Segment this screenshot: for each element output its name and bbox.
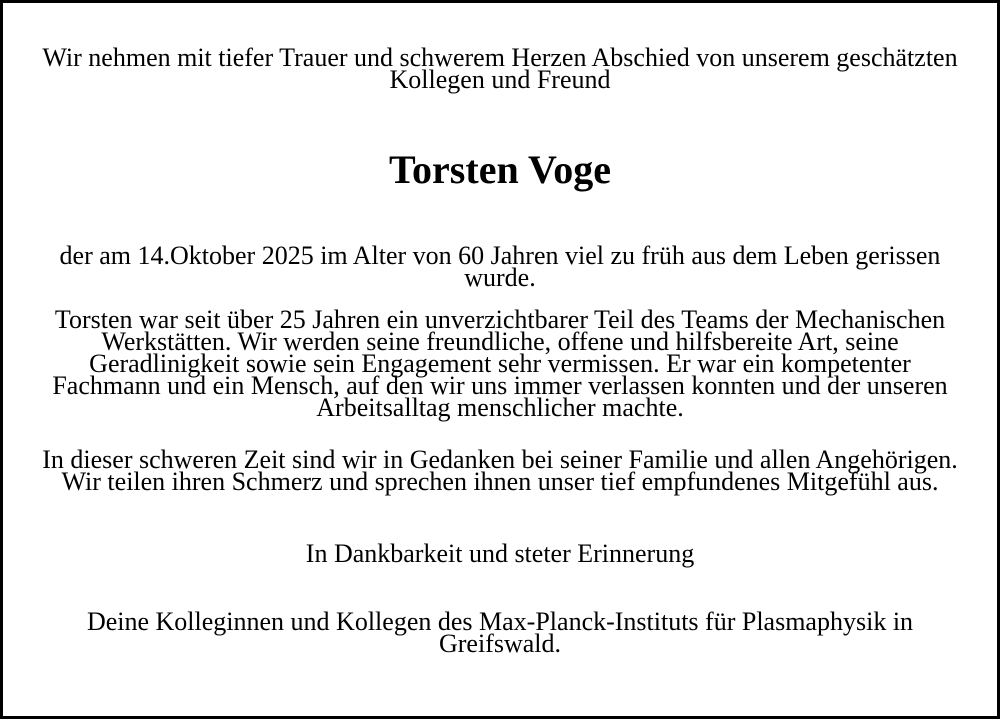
closing-line: In Dankbarkeit und steter Erinnerung (305, 539, 695, 568)
signature-text: Deine Kolleginnen und Kollegen des Max-Planck-Instituts für Plasmaphysik in Greifswald. (86, 607, 914, 658)
tribute-paragraph: Torsten war seit über 25 Jahren ein unverzichtbarer Teil des Teams der Mechanischen Werkstätten. Wir werden seine freundliche, offene und hilfsbereite Art, seine Geradlinigkeit sowie sein Engagement sehr vermissen. Er war ein kompetenter Fachmann und ein Mensch, auf den wir uns immer verlassen konnten und der unseren Arbeitsalltag menschlicher machte. (52, 305, 948, 422)
deceased-name: Torsten Voge (389, 147, 611, 192)
intro-text: Wir nehmen mit tiefer Trauer und schwerem Herzen Abschied von unserem geschätzten Kollegen und Freund (42, 43, 958, 94)
sympathy-paragraph: In dieser schweren Zeit sind wir in Gedanken bei seiner Familie und allen Angehörigen. Wir teilen ihren Schmerz und sprechen ihnen unser tief empfundenes Mitgefühl aus. (42, 445, 958, 496)
death-info-text: der am 14.Oktober 2025 im Alter von 60 Jahren viel zu früh aus dem Leben gerissen wurde. (59, 241, 941, 292)
